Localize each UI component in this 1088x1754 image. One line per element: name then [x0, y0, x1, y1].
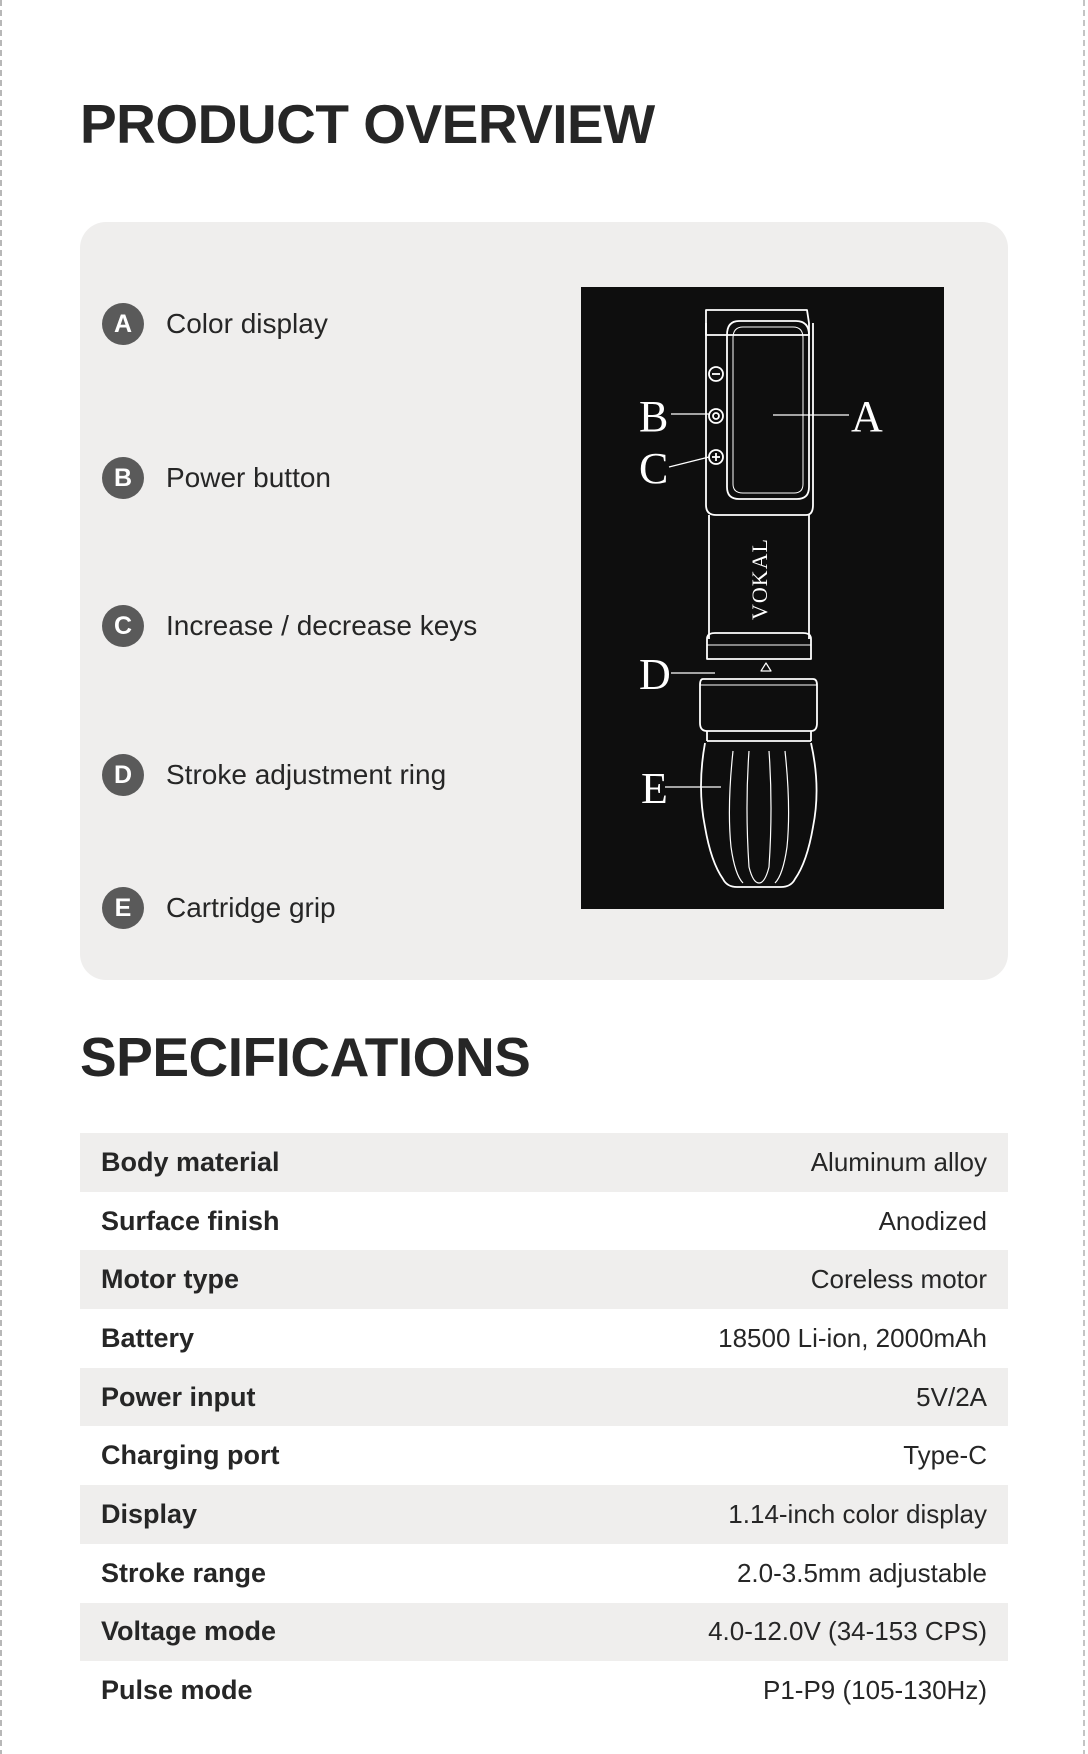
spec-row-stroke-range: [80, 1544, 1008, 1603]
feature-badge-d: D: [102, 754, 144, 796]
pen-upper-ring: [707, 633, 811, 659]
spec-name: Surface finish: [101, 1205, 280, 1236]
spec-value: Type-C: [903, 1440, 987, 1471]
spec-name: Body material: [101, 1146, 280, 1177]
feature-item-c: [102, 604, 477, 648]
cartridge-grip: [701, 743, 817, 887]
spec-row-battery: [80, 1309, 1008, 1368]
callout-letter-a: A: [851, 392, 883, 441]
spec-row-charging-port: [80, 1426, 1008, 1485]
feature-label-power-button: Power button: [166, 462, 331, 493]
spec-value: P1-P9 (105-130Hz): [763, 1675, 987, 1706]
feature-badge-e: E: [102, 887, 144, 929]
left-border-decoration: [0, 0, 2, 1754]
feature-label-stroke-adjustment-ring: Stroke adjustment ring: [166, 759, 447, 790]
spec-row-voltage-mode: [80, 1603, 1008, 1662]
feature-item-b: [102, 456, 331, 500]
specifications-title: SPECIFICATIONS: [80, 1026, 531, 1088]
callout-letter-b: B: [639, 392, 669, 441]
spec-value: Aluminum alloy: [810, 1146, 987, 1177]
stroke-adjustment-ring: [700, 679, 817, 731]
feature-badge-c: C: [102, 605, 144, 647]
feature-item-a: [102, 302, 328, 346]
spec-name: Voltage mode: [101, 1616, 277, 1647]
spec-name: Stroke range: [101, 1557, 267, 1588]
callout-letter-e: E: [641, 764, 668, 813]
spec-row-surface-finish: [80, 1192, 1008, 1251]
color-display-window: [727, 321, 809, 499]
callout-letter-c: C: [639, 444, 669, 493]
spec-row-display: [80, 1485, 1008, 1544]
product-overview-title: PRODUCT OVERVIEW: [80, 93, 655, 155]
feature-badge-b: B: [102, 457, 144, 499]
spec-row-power-input: [80, 1368, 1008, 1427]
spec-value: 4.0-12.0V (34-153 CPS): [708, 1616, 987, 1647]
feature-label-increase-decrease-keys: Increase / decrease keys: [166, 610, 478, 641]
feature-item-d: [102, 753, 446, 797]
brand-text: VOKAL: [747, 538, 772, 620]
pen-top-cap: [706, 310, 809, 335]
spec-value: Anodized: [878, 1205, 987, 1236]
spec-row-pulse-mode: [80, 1661, 1008, 1720]
spec-name: Display: [101, 1498, 198, 1529]
power-button-icon: [709, 409, 723, 423]
spec-name: Power input: [101, 1381, 256, 1412]
right-border-decoration: [1083, 0, 1085, 1754]
spec-value: 1.14-inch color display: [728, 1498, 987, 1529]
feature-label-color-display: Color display: [166, 308, 328, 339]
tattoo-pen-line-art: [581, 287, 944, 909]
specifications-table: [80, 1133, 1008, 1720]
feature-label-cartridge-grip: Cartridge grip: [166, 892, 336, 923]
spec-value: Coreless motor: [810, 1264, 987, 1295]
product-overview-panel: [80, 222, 1008, 980]
spec-name: Charging port: [101, 1440, 280, 1471]
spec-value: 18500 Li-ion, 2000mAh: [718, 1322, 987, 1353]
spec-row-motor-type: [80, 1250, 1008, 1309]
spec-name: Pulse mode: [101, 1675, 253, 1706]
spec-name: Battery: [101, 1322, 195, 1353]
spec-value: 2.0-3.5mm adjustable: [736, 1557, 987, 1588]
spec-name: Motor type: [101, 1264, 239, 1295]
spec-value: 5V/2A: [916, 1381, 987, 1412]
feature-badge-a: A: [102, 303, 144, 345]
tattoo-pen-diagram: [581, 287, 944, 909]
feature-item-e: [102, 886, 336, 930]
callout-letter-d: D: [639, 650, 671, 699]
spec-row-body-material: [80, 1133, 1008, 1192]
